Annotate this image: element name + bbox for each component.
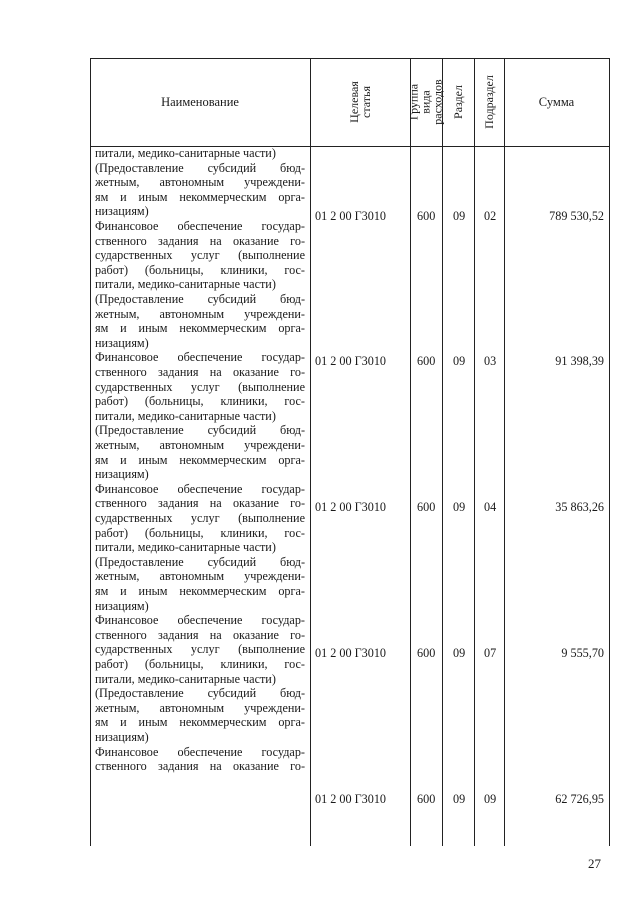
cell-group: 600 [417,646,436,660]
cell-target: 01 2 00 Г3010 [315,209,387,223]
cell-target: 01 2 00 Г3010 [315,500,387,514]
name-line: (Предоставление субсидий бюд- [95,554,305,569]
cell-sum: 789 530,52 [549,209,604,223]
name-line: низациям) [95,467,149,482]
name-line: сударственных услуг (выполнение [95,248,305,263]
cell-target: 01 2 00 Г3010 [315,792,387,806]
name-line: жетным, автономным учреждени- [95,569,305,584]
name-line: ям и иным некоммерческим орга- [95,321,305,336]
name-line: жетным, автономным учреждени- [95,175,305,190]
header-sum: Сумма [538,94,575,109]
column-divider [504,58,505,846]
name-line: сударственных услуг (выполнение [95,642,305,657]
cell-subsection: 03 [484,354,497,368]
cell-group: 600 [417,354,436,368]
name-line: работ) (больницы, клиники, гос- [95,262,305,277]
name-line: питали, медико-санитарные части) [95,277,276,292]
name-line: питали, медико-санитарные части) [95,671,276,686]
name-line: (Предоставление субсидий бюд- [95,160,305,175]
cell-section: 09 [453,209,466,223]
name-line: жетным, автономным учреждени- [95,700,305,715]
header-name: Наименование [161,94,239,109]
name-line: (Предоставление субсидий бюд- [95,423,305,438]
cell-section: 09 [453,646,466,660]
header-target: Целевая статья [347,81,373,123]
name-line: низациям) [95,730,149,744]
cell-group: 600 [417,500,436,514]
name-line: низациям) [95,598,149,613]
name-line: Финансовое обеспечение государ- [95,350,305,365]
name-line: ственного задания на оказание го- [95,233,305,248]
name-line: питали, медико-санитарные части) [95,408,276,423]
name-line: ям и иным некоммерческим орга- [95,189,305,204]
name-line: сударственных услуг (выполнение [95,379,305,394]
name-line: (Предоставление субсидий бюд- [95,686,305,701]
cell-group: 600 [417,209,436,223]
name-line: жетным, автономным учреждени- [95,438,305,452]
header-group: Группа вида расходов [407,79,445,125]
name-line: питали, медико-санитарные части) [95,540,276,555]
header-section: Раздел [451,85,466,119]
name-line: ственного задания на оказание го- [95,496,305,511]
name-line: ственного задания на оказание го- [95,365,305,379]
name-line: Финансовое обеспечение государ- [95,744,305,759]
name-line: ям и иным некоммерческим орга- [95,584,305,598]
name-line: Финансовое обеспечение государ- [95,219,305,233]
cell-group: 600 [417,792,436,806]
name-line: работ) (больницы, клиники, гос- [95,525,305,540]
name-line: ственного задания на оказание го- [95,627,305,642]
header-subsection: Подраздел [482,75,497,129]
column-divider [310,58,311,846]
column-divider [410,58,411,846]
name-line: ственного задания на оказание го- [95,759,305,774]
cell-sum: 9 555,70 [561,646,604,660]
name-line: жетным, автономным учреждени- [95,306,305,321]
name-line: Финансовое обеспечение государ- [95,481,305,496]
cell-target: 01 2 00 Г3010 [315,354,387,368]
cell-sum: 62 726,95 [555,792,604,806]
name-line: Финансовое обеспечение государ- [95,613,305,628]
cell-section: 09 [453,500,466,514]
name-line: работ) (больницы, клиники, гос- [95,657,305,671]
name-line: низациям) [95,335,149,350]
page-number: 27 [588,856,601,871]
cell-target: 01 2 00 Г3010 [315,646,387,660]
cell-subsection: 04 [484,500,497,514]
cell-subsection: 02 [484,209,497,223]
name-line: питали, медико-санитарные части) [95,146,276,160]
cell-sum: 91 398,39 [555,354,604,368]
table-border-right [609,58,610,846]
cell-sum: 35 863,26 [555,500,604,514]
name-line: работ) (больницы, клиники, гос- [95,394,305,409]
name-line: ям и иным некоммерческим орга- [95,715,305,730]
name-line: низациям) [95,204,149,219]
name-line: ям и иным некоммерческим орга- [95,452,305,467]
table-border-left [90,58,91,846]
name-line: (Предоставление субсидий бюд- [95,292,305,306]
name-line: сударственных услуг (выполнение [95,511,305,525]
cell-section: 09 [453,792,466,806]
column-divider [474,58,475,846]
cell-subsection: 09 [484,792,497,806]
cell-subsection: 07 [484,646,497,660]
cell-section: 09 [453,354,466,368]
column-divider [442,58,443,846]
